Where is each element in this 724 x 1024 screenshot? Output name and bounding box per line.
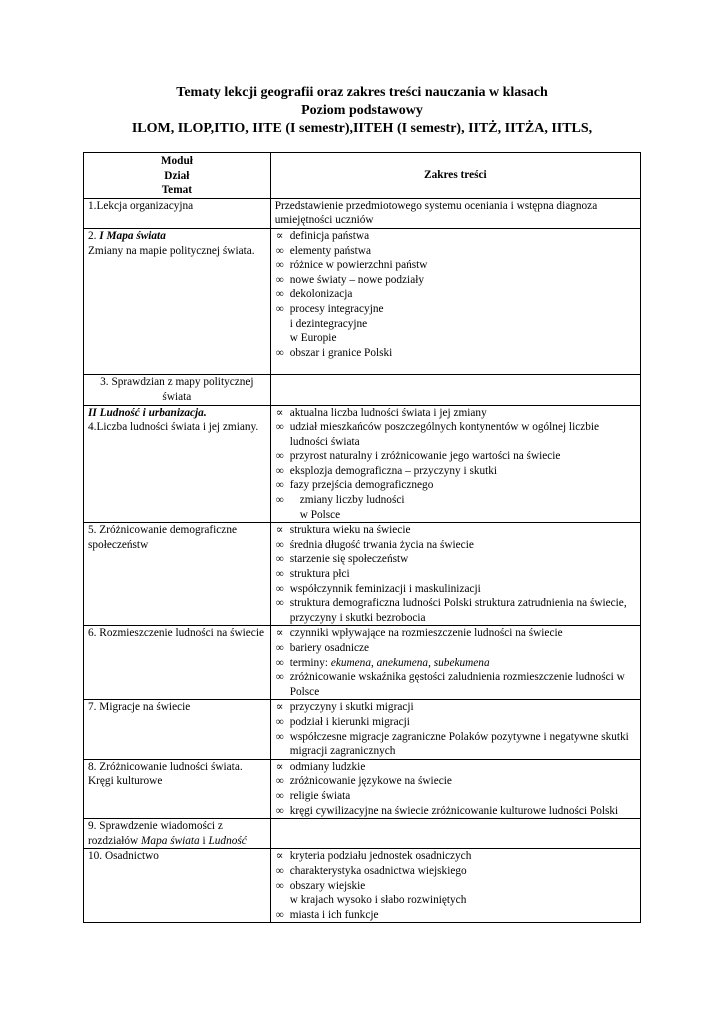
bullet-icon: ∞: [275, 656, 284, 669]
bullet-icon: ∞: [275, 642, 284, 654]
table-row: [84, 626, 641, 700]
table-row: [84, 405, 641, 523]
list-item: ∞ terminy: ekumena, anekumena, subekumena: [275, 656, 490, 669]
table-row: [84, 700, 641, 759]
topic-cell: [84, 626, 271, 700]
content-list: [275, 626, 636, 699]
content-cell: [270, 198, 640, 228]
list-item: ∞ zmiany liczby ludności: [275, 494, 405, 507]
topic-text: 4.Liczba ludności świata i jej zmiany.: [88, 421, 259, 434]
list-item-continuation: w Europie: [289, 332, 337, 345]
table-row: [84, 849, 641, 923]
topic-cell: [84, 759, 271, 818]
content-cell: [270, 819, 640, 849]
table-row: [84, 228, 641, 374]
topic-text: 3. Sprawdzian z mapy politycznej świata: [100, 376, 254, 403]
bullet-icon: ∞: [275, 908, 284, 921]
bullet-icon: ∞: [275, 346, 284, 359]
list-item: ∞ przyrost naturalny i zróżnicowanie jego wartości na świecie: [275, 450, 561, 463]
content-list: [275, 523, 636, 625]
bullet-icon: ∝: [275, 760, 284, 773]
header-cell-content: Zakres treści: [270, 153, 640, 199]
list-item: ∞ udział mieszkańców poszczególnych kontynentów w ogólnej liczbie ludności świata: [275, 421, 600, 448]
list-item: ∞ zróżnicowanie wskaźnika gęstości zaludnienia rozmieszczenie ludności w Polsce: [275, 671, 625, 698]
bullet-icon: ∝: [275, 406, 284, 419]
bullet-icon: ∞: [275, 421, 284, 434]
list-item: ∞ kręgi cywilizacyjne na świecie zróżnicowanie kulturowe ludności Polski: [275, 804, 619, 817]
header-topic: Temat: [161, 184, 193, 197]
bullet-icon: ∞: [275, 259, 284, 272]
list-item: ∞ eksplozja demograficzna – przyczyny i skutki: [275, 464, 498, 477]
document-title: Tematy lekcji geografii oraz zakres treści nauczania w klasach: [176, 85, 548, 100]
content-cell: [270, 849, 640, 923]
bullet-icon: ∞: [275, 302, 284, 315]
list-item: ∞ podział i kierunki migracji: [275, 715, 410, 728]
bullet-icon: ∝: [275, 524, 284, 537]
header-cell-topic: [84, 153, 271, 199]
bullet-icon: ∝: [275, 627, 284, 640]
list-item: ∞ fazy przejścia demograficznego: [275, 479, 434, 492]
bullet-icon: ∞: [275, 804, 284, 817]
content-cell: [270, 759, 640, 818]
content-text: Przedstawienie przedmiotowego systemu oceniania i wstępna diagnoza umiejętności uczniów: [274, 199, 598, 227]
document-header: [0, 84, 724, 138]
bullet-icon: ∞: [275, 450, 284, 463]
list-item: ∞ miasta i ich funkcje: [275, 908, 379, 921]
bullet-icon: ∞: [275, 273, 284, 286]
bullet-icon: ∞: [275, 775, 284, 788]
topic-text: Zmiany na mapie politycznej świata.: [88, 244, 255, 257]
content-list: [275, 229, 636, 360]
list-item: ∝ odmiany ludzkie: [275, 760, 366, 773]
module-title: I Mapa świata: [99, 229, 166, 242]
topic-text: 7. Migracje na świecie: [88, 701, 191, 714]
bullet-icon: ∞: [275, 553, 284, 566]
list-item: ∝ definicja państwa: [275, 229, 370, 242]
header-section: Dział: [164, 169, 190, 182]
list-item: ∞ obszary wiejskie: [275, 879, 366, 892]
list-item: ∞ elementy państwa: [275, 244, 371, 257]
content-cell: [270, 375, 640, 405]
table-row: [84, 759, 641, 818]
list-item: ∞ struktura płci: [275, 568, 350, 581]
curriculum-table: [83, 152, 641, 923]
content-cell: [270, 700, 640, 759]
list-item: ∞ bariery osadnicze: [275, 642, 370, 654]
bullet-icon: ∞: [275, 582, 284, 595]
bullet-icon: ∞: [275, 538, 284, 551]
topic-cell: [84, 405, 271, 523]
topic-cell: [84, 198, 271, 228]
list-item: ∝ czynniki wpływające na rozmieszczenie ludności na świecie: [275, 627, 563, 640]
list-item: ∞ różnice w powierzchni państw: [275, 259, 428, 272]
content-list: [275, 760, 636, 818]
bullet-icon: ∞: [275, 715, 284, 728]
bullet-icon: ∞: [275, 671, 284, 684]
bullet-icon: ∞: [275, 597, 284, 610]
table-header-row: [84, 153, 641, 199]
bullet-icon: ∞: [275, 730, 284, 743]
list-item: ∞ religie świata: [275, 789, 351, 802]
header-module: Moduł: [160, 155, 193, 167]
bullet-icon: ∝: [275, 229, 284, 242]
bullet-icon: ∞: [275, 244, 284, 257]
list-item: ∞ charakterystyka osadnictwa wiejskiego: [275, 864, 467, 877]
bullet-icon: ∝: [275, 701, 284, 714]
table-row: [84, 819, 641, 849]
list-item: ∞ średnia długość trwania życia na świecie: [275, 538, 474, 551]
module-title: II Ludność i urbanizacja.: [88, 406, 207, 419]
list-item: ∞ starzenie się społeczeństw: [275, 553, 409, 566]
list-item: ∞ współczesne migracje zagraniczne Polaków pozytywne i negatywne skutki migracji zagranicznych: [275, 730, 629, 758]
document-classes: ILOM, ILOP,ITIO, IITE (I semestr),IITEH (I semestr), IITŻ, IITŻA, IITLS,: [131, 121, 593, 136]
bullet-icon: ∞: [275, 789, 284, 802]
list-item: ∞ nowe światy – nowe podziały: [275, 273, 424, 286]
topic-cell: [84, 849, 271, 923]
topic-cell: [84, 228, 271, 374]
table-row: [84, 198, 641, 228]
bullet-icon: ∞: [275, 879, 284, 892]
topic-cell: 9. Sprawdzenie wiadomości z rozdziałów Mapa świata i Ludność: [84, 819, 271, 849]
bullet-icon: ∞: [275, 464, 284, 477]
list-item-continuation: w krajach wysoko i słabo rozwiniętych: [289, 894, 467, 907]
topic-cell: [84, 700, 271, 759]
topic-text: 10. Osadnictwo: [88, 850, 159, 863]
content-list: [275, 406, 636, 523]
table-row: [84, 523, 641, 626]
list-item-continuation: w Polsce: [299, 508, 341, 521]
topic-number: 2.: [88, 229, 100, 242]
bullet-icon: ∞: [275, 479, 284, 492]
list-item-continuation: i dezintegracyjne: [289, 317, 368, 330]
bullet-icon: ∝: [275, 850, 284, 863]
topic-cell: [84, 523, 271, 626]
list-item: ∞ procesy integracyjne: [275, 302, 384, 315]
bullet-icon: ∞: [275, 568, 284, 581]
document-level: Poziom podstawowy: [301, 103, 423, 118]
content-cell: [270, 626, 640, 700]
bullet-icon: ∞: [275, 288, 284, 301]
content-cell: [270, 523, 640, 626]
list-item: ∞ struktura demograficzna ludności Polski struktura zatrudnienia na świecie, przyczyny i skutki bezrobocia: [275, 597, 627, 624]
topic-text: 6. Rozmieszczenie ludności na świecie: [88, 627, 264, 640]
list-item: ∞ zróżnicowanie językowe na świecie: [275, 775, 452, 788]
content-cell: [270, 405, 640, 523]
list-item: ∝ struktura wieku na świecie: [275, 524, 411, 537]
table-row: [84, 375, 641, 405]
list-item: ∞ dekolonizacja: [275, 288, 353, 301]
bullet-icon: ∞: [275, 494, 284, 507]
topic-cell: [84, 375, 271, 405]
content-list: [275, 849, 636, 922]
list-item: ∝ kryteria podziału jednostek osadniczych: [275, 850, 472, 863]
topic-text: 5. Zróżnicowanie demograficzne społeczeństw: [88, 524, 237, 551]
list-item: ∞ współczynnik feminizacji i maskulinizacji: [275, 582, 481, 595]
list-item: ∞ obszar i granice Polski: [275, 346, 393, 359]
topic-text: 8. Zróżnicowanie ludności świata. Kręgi kulturowe: [88, 760, 243, 788]
list-item: ∝ przyczyny i skutki migracji: [275, 701, 414, 714]
list-item: ∝ aktualna liczba ludności świata i jej zmiany: [275, 406, 487, 419]
bullet-icon: ∞: [275, 864, 284, 877]
topic-text: 1.Lekcja organizacyjna: [88, 199, 194, 212]
content-cell: [270, 228, 640, 374]
content-list: [275, 700, 636, 758]
